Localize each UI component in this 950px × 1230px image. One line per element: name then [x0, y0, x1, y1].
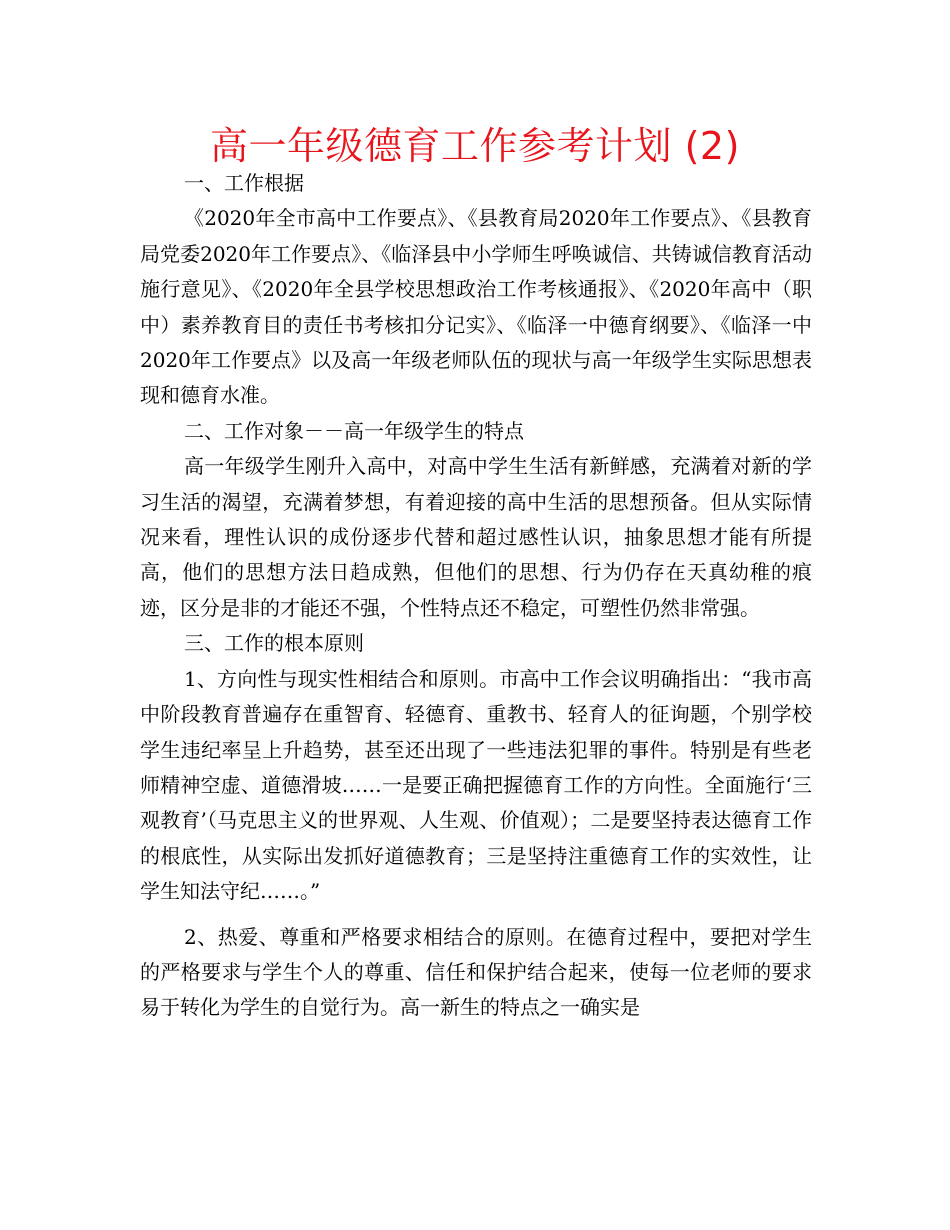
document-body	[140, 166, 812, 1026]
document-title: 高一年级德育工作参考计划 (2)	[210, 124, 740, 168]
section-heading: 二、工作对象－－高一年级学生的特点	[184, 418, 524, 443]
body-paragraph: 1、方向性与现实性相结合和原则。市高中工作会议明确指出：“我市高中阶段教育普遍存在重智育、轻德育、重教书、轻育人的征询题，个别学校学生违纪率呈上升趋势，甚至还出现了一些违法犯罪的事件。特别是有些老师精神空虚、道德滑坡……一是要正确把握德育工作的方向性。全面施行‘三观教育’（马克思主义的世界观、人生观、价值观）；二是要坚持表达德育工作的根底性，从实际出发抓好道德教育；三是坚持注重德育工作的实效性，让学生知法守纪……。”	[140, 666, 812, 904]
body-paragraph: 高一年级学生刚升入高中，对高中学生生活有新鲜感，充满着对新的学习生活的渴望，充满着梦想，有着迎接的高中生活的思想预备。但从实际情况来看，理性认识的成份逐步代替和超过感性认识，抽象思想才能有所提高，他们的思想方法日趋成熟，但他们的思想、行为仍存在天真幼稚的痕迹，区分是非的才能还不强，个性特点还不稳定，可塑性仍然非常强。	[140, 454, 812, 620]
section-heading: 三、工作的根本原则	[184, 631, 364, 656]
body-paragraph: 2、热爱、尊重和严格要求相结合的原则。在德育过程中，要把对学生的严格要求与学生个人的尊重、信任和保护结合起来，使每一位老师的要求易于转化为学生的自觉行为。高一新生的特点之一确实是	[140, 924, 812, 1020]
section-heading: 一、工作根据	[184, 171, 304, 195]
body-paragraph: 《2020年全市高中工作要点》、《县教育局2020年工作要点》、《县教育局党委2020年工作要点》、《临泽县中小学师生呼唤诚信、共铸诚信教育活动施行意见》、《2020年全县学校思想政治工作考核通报》、《2020年高中（职中）素养教育目的责任书考核扣分记实》、《临泽一中德育纲要》、《临泽一中2020年工作要点》以及高一年级老师队伍的现状与高一年级学生实际思想表现和德育水准。	[140, 206, 812, 408]
